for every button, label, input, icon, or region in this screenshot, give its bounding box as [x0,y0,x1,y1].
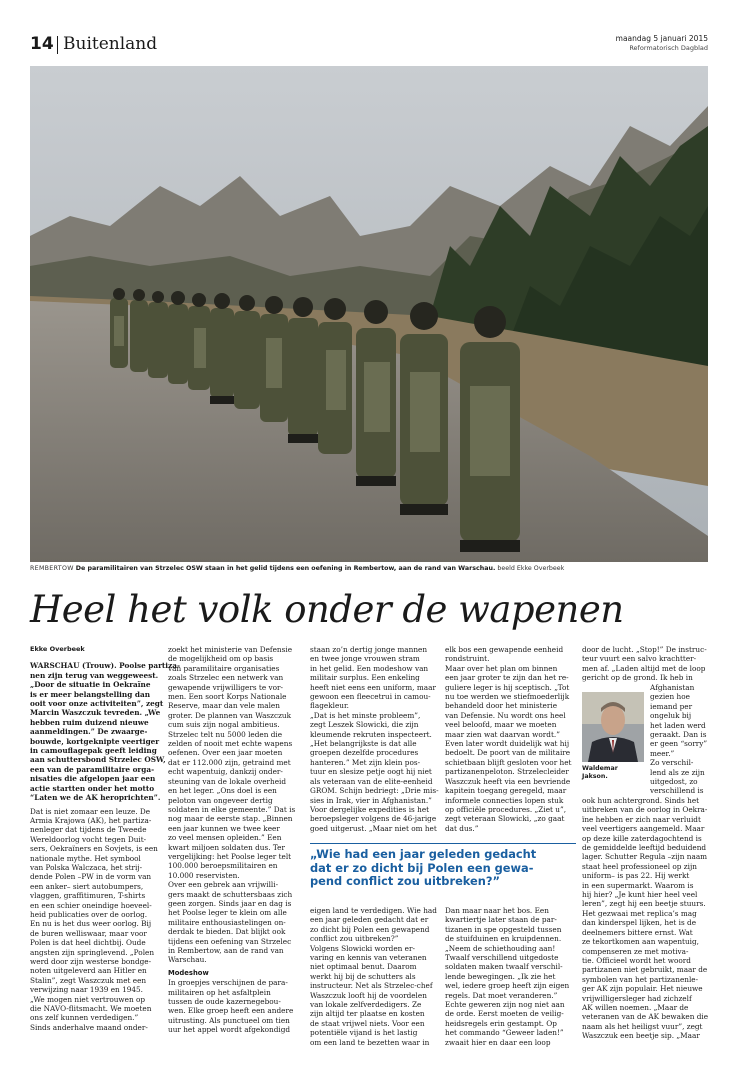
text-line: groter. De plannen van Waszczuk [168,710,292,720]
page-header [30,34,708,60]
text-line: soldaten in elke gemeente.” Dat is [168,804,296,814]
text-line: vergelijking: het Poolse leger telt [168,851,292,861]
text-line: dat er zo dicht bij Polen een gewa- [310,860,534,875]
text-line: Waszczuk heeft via een bevriende [445,776,571,786]
column-3-bottom [310,906,437,1047]
text-line: deelnemers bittere ernst. Wat [582,927,693,937]
text-line: vrijwilligersleger had zichzelf [582,993,692,1003]
text-line: door de lucht. „Stop!” De instruc- [582,645,707,654]
header-divider [57,36,58,54]
text-line: hanteren.” Met zijn klein pos- [310,757,421,767]
caption-text: De paramilitairen van Strzelec OSW staan in het gelid tijdens een oefening in Rembertow, aan de rand van Warschau. [75,565,496,572]
text-line: staan zo’n dertig jonge mannen [310,645,428,654]
text-line: uur het appel wordt afgekondigd [168,1025,291,1035]
text-line: dat dus.” [445,823,479,833]
newspaper-name: Reformatorisch Dagblad [629,44,708,52]
text-line: meer.” [650,748,675,758]
text-line: wen. Elke groep heeft een andere [168,1006,294,1016]
text-line: elk bos een gewapende eenheid [445,645,564,654]
column-2-body-continued [168,978,295,1034]
text-line: staat heel professioneel op zijn [582,861,697,871]
text-line: tijdens een oefening van Strzelec [168,936,292,946]
text-line: nog maar de eerste stap. „Binnen [168,814,293,824]
column-1 [30,645,180,1032]
author-name-first: Waldemar [582,765,618,772]
text-line: de gemiddelde leeftijd beduidend [582,843,707,853]
text-line: eigen land te verdedigen. Wie had [310,906,437,915]
text-line: het commando “Geweer laden!” [445,1028,564,1038]
text-line: conflict zou uitbreken?” [310,934,399,944]
article-intro [30,661,180,802]
text-line: uitgedost, zo [650,777,698,787]
text-line: sies in Irak, vier in Afghanistan.” [310,795,432,805]
column-5-side [650,683,707,796]
text-line: Waszczuk looft hij de voordelen [310,990,427,1000]
section-title: Buitenland [63,34,158,54]
page-number: 14 [30,34,54,54]
column-2 [168,645,295,1035]
text-line: heid publicaties over de oorlog. [30,909,148,919]
text-line: Voor dergelijke expedities is het [310,804,430,814]
column-5-side-body [650,683,707,796]
text-line: Afghanistan [650,683,695,692]
text-line: lend als ze zijn [650,767,705,777]
text-line: zoals Strzelec een netwerk van [168,673,284,683]
text-line: tussen de oude kazernegebou- [168,997,281,1007]
text-line: Reserve, maar dan vele malen [168,701,280,711]
text-line: ïne hebben er zich naar verluidt [582,814,701,824]
text-line: van lokale zelfverdedigers. Ze [310,1000,422,1010]
text-line: Maar over het plan om binnen [445,663,558,673]
text-line: Echte geweren zijn nog niet aan [445,1000,565,1010]
text-line: dat er 112.000 zijn, getraind met [168,757,291,767]
text-line: ze tekortkomen aan wapentuig, [582,937,699,947]
text-line: zo dicht bij Polen een gewapend [310,924,430,934]
text-line: 10.000 reservisten. [168,870,240,880]
text-line: bedoelt. De poort van de militaire [445,748,571,758]
text-line: en twee jonge vrouwen stram [310,654,420,664]
text-line: aan schuttersbond Strzelec OSW, [30,755,166,765]
author-box [582,692,644,781]
text-line: varing en kennis van veteranen [310,953,427,963]
text-line: militairen op het asfaltplein [168,987,271,997]
text-line: men. Een soort Korps Nationale [168,692,287,702]
text-line: werkt hij bij de schutters als [310,971,416,981]
text-line: Dan maar naar het bos. Een [445,906,549,915]
text-line: Warschau. [168,955,207,965]
text-line: tie. Officieel wordt het woord [582,955,691,965]
column-3-body-continued [310,906,437,1047]
text-line: tuur en slesize petje oogt hij niet [310,767,432,777]
text-line: ger AK zijn populair. Het nieuwe [582,984,703,994]
text-line: „Het belangrijkste is dat alle [310,739,417,749]
text-line: beroepsleger volgens de 46-jarige [310,814,437,824]
column-4-body-continued [445,906,569,1047]
text-line: rondstruint. [445,654,490,664]
text-line: kapitein toegang geregeld, maar [445,786,567,796]
text-line: wel, iedere groep heeft zijn eigen [445,981,570,991]
text-line: gezien hoe [650,692,690,702]
text-line: verschillend is [650,786,704,796]
text-line: tizanen in spe opgesteld tussen [445,924,562,934]
text-line: En nu is het dus weer oorlog. Bij [30,919,152,929]
text-line: partizanenpeloton. Strzelecleider [445,767,569,777]
article-headline: Heel het volk onder de wapenen [30,588,624,631]
text-line: echt wapentuig, dankzij onder- [168,767,283,777]
text-line: die NAVO-flitsmacht. We moeten [30,1004,152,1014]
text-line: de orde. Eerst moeten de veilig- [445,1009,564,1019]
text-line: vlaggen, graffitimuren, T-shirts [30,891,146,901]
text-line: zegt Leszek Slowicki, die zijn [310,720,419,730]
text-line: ons zelf kunnen verdedigen.” [30,1013,139,1023]
text-line: de staat vrijwel niets. Voor een [310,1018,425,1028]
text-line: Volgens Slowicki worden er- [310,943,415,953]
text-line: derdak te bieden. Dat blijkt ook [168,927,286,937]
text-line: op officiële procedures. „Ziet u”, [445,804,567,814]
column-4-body [445,645,571,833]
text-line: veteranen van de AK bewaken die [582,1012,709,1022]
text-line: uitrusting. Als punctueel om tien [168,1015,290,1025]
text-line: groepen dezelfde procedures [310,748,419,758]
text-line: lende bewegingen. „Ik zie het [445,971,556,981]
photo-caption [30,565,708,572]
text-line: het laden werd [650,720,706,730]
text-line: Het gezwaai met replica’s mag [582,908,697,918]
text-line: veel beloofd, maar we moeten [445,720,557,730]
text-line: het Poolse leger te klein om alle [168,908,287,918]
text-line: 100.000 beroepsmilitairen en [168,861,278,871]
text-line: heidsregels erin gestampt. Op [445,1018,557,1028]
text-line: „Door de situatie in Oekraïne [30,680,151,690]
subhead-modeshow: Modeshow [168,968,209,977]
text-line: Sinds anderhalve maand onder- [30,1022,148,1032]
text-line: WARSCHAU (Trouw). Poolse partiza- [30,661,180,671]
text-line: geen zorgen. Sinds jaar en dag is [168,898,292,908]
text-line: hij hier? „Je kunt hier heel veel [582,890,698,900]
text-line: “Laten we de AK heroprichten”. [30,793,161,803]
text-line: peloton van ongeveer dertig [168,795,273,805]
column-3-body [310,645,439,833]
text-line: een van de paramilitaire orga- [30,764,155,774]
text-line: Strzelec telt nu 5000 leden die [168,729,283,739]
column-5-top [582,645,707,683]
text-line: naam als het heiligst vuur”, zegt [582,1021,703,1031]
text-line: de stuifduinen en kruipdennen. [445,934,562,944]
photo-credit: beeld Ekke Overbeek [497,565,565,572]
text-line: zwaait hier en daar een loop [445,1037,551,1047]
text-line: de buren welliswaar, maar voor [30,928,147,938]
text-line: informele connecties lopen stuk [445,795,564,805]
text-line: men af. „Laden altijd met de loop [582,663,706,673]
text-line: zegt veteraan Slowicki, „zo gaat [445,814,565,824]
pull-quote [310,843,576,900]
text-line: „Dat is het minste probleem”, [310,710,421,720]
soldiers-photo-icon [30,66,708,562]
text-line: kleumende rekruten inspecteert. [310,729,432,739]
text-line: instructeur. Net als Strzelec-chef [310,981,433,991]
text-line: lager. Schutter Regula –zijn naam [582,852,708,862]
column-1-body [30,807,180,1033]
text-line: nen zijn terug van weggeweest. [30,670,159,680]
text-line: nationale mythe. Het symbool [30,853,141,863]
column-5-body [582,645,707,683]
text-line: dende Polen –PW in de vorm van [30,872,152,882]
text-line: teur vuurt een salvo krachtter- [582,654,697,664]
text-line: werd door zijn westerse bondge- [30,957,152,966]
text-line: hebben ruim duizend nieuwe [30,717,149,727]
text-line: en een schier oneindige hoeveel- [30,900,152,910]
text-line: bouwde, kortgeknipte veertiger [30,736,160,746]
text-line: militaire enthousiastelingen on- [168,917,286,927]
text-line: nenleger dat tijdens de Tweede [30,825,147,835]
text-line: een jaar groter te zijn dan het re- [445,673,569,683]
text-line: cum suis zijn nogal ambitieus. [168,720,280,730]
text-line: kwart miljoen soldaten dus. Ter [168,842,285,852]
text-line: zo veel mensen opleiden.” Een [168,833,282,843]
text-line: Zo verschil- [650,758,694,768]
text-line: maar zien wat daarvan wordt.” [445,729,560,739]
text-line: in een supermarkt. Waarom is [582,880,694,890]
text-line: leren”, zegt hij een beetje stuurs. [582,899,706,909]
text-line: militair surplus. Een enkeling [310,673,420,683]
text-line: gers maakt de schuttersbaas zich [168,889,293,899]
text-line: schietbaan blijft gesloten voor het [445,757,572,767]
text-line: veel veertigers aangemeld. Maar [582,824,705,834]
column-2-body [168,645,295,965]
text-line: er geen “sorry” [650,739,708,749]
text-line: op deze kille zaterdagochtend is [582,833,702,843]
text-line: In groepjes verschijnen de para- [168,978,288,988]
text-line: Armia Krajowa (AK), het partiza- [30,815,152,825]
text-line: gericht op de grond. Ik heb in [582,673,693,683]
text-line: Stalin”, zegt Waszczuk met een [30,975,147,985]
text-line: GROM. Schijn bedriegt: „Drie mis- [310,786,439,796]
text-line: potentiële vijand is het lastig [310,1028,418,1038]
text-line: heeft niet eens een uniform, maar [310,682,436,692]
text-line: oefenen. Over een jaar moeten [168,748,283,758]
text-line: in Rembertow, aan de rand van [168,946,284,955]
text-line: „Wie had een jaar geleden gedacht [310,847,537,861]
text-line: pend conflict zou uitbreken?” [310,874,500,888]
text-line: guliere leger is hij sceptisch. „Tot [445,682,570,692]
text-line: flagekleur. [310,701,349,711]
text-line: in het gelid. Een modeshow van [310,663,429,673]
text-line: regels. Dat moet veranderen.” [445,990,558,1000]
caption-location: REMBERTOW [30,565,74,572]
text-line: goed uitgerust. „Maar niet om het [310,823,437,833]
column-4-bottom [445,906,569,1047]
text-line: dan kinderspel lijken, het is de [582,918,697,928]
text-line: gewapende vrijwilligers te vor- [168,682,283,692]
text-line: compenseren ze met motiva- [582,946,689,956]
text-line: nisaties die afgelopen jaar een [30,774,156,784]
text-line: zijn altijd ter plaatse en kosten [310,1009,425,1019]
text-line: Over een gebrek aan vrijwilli- [168,880,279,890]
text-line: niet optimaal benut. Daarom [310,962,417,972]
pull-quote-text [310,848,576,889]
text-line: nu toe werden we stiefmoederlijk [445,692,570,702]
text-line: ooit voor onze activiteiten”, zegt [30,699,164,709]
text-line: AK willen noemen. „Maar de [582,1002,689,1012]
text-line: de mogelijkheid om op basis [168,654,274,664]
column-5-bottom [582,796,708,1041]
author-byline: Ekke Overbeek [30,645,85,653]
text-line: gewoon een fleecetrui in camou- [310,692,431,702]
text-line: ook hun achtergrond. Sinds het [582,796,700,805]
text-line: ongeluk bij [650,711,692,721]
text-line: zoekt het ministerie van Defensie [168,645,293,654]
text-line: angsten zijn springlevend. „Polen [30,947,155,957]
text-line: in camouflagepak geeft leiding [30,746,157,756]
column-3-top [310,645,439,833]
text-line: om een land te bezetten waar in [310,1037,430,1047]
text-line: Even later wordt duidelijk wat hij [445,739,570,749]
column-5-body-continued [582,796,708,1041]
text-line: Wereldoorlog vocht tegen Duit- [30,834,147,844]
text-line: uitbreken van de oorlog in Oekra- [582,805,708,815]
text-line: „Neem de schiethouding aan! [445,943,556,953]
text-line: behandeld door het ministerie [445,701,558,711]
text-line: iemand per [650,701,693,711]
text-line: als veteraan van de elite-eenheid [310,776,433,786]
text-line: verwijzing naar 1939 en 1945. [30,985,143,995]
author-name-last: Jakson. [582,773,608,780]
text-line: een jaar geleden gedacht dat er [310,915,429,925]
text-line: aanmeldingen.” De zwaarge- [30,727,148,737]
text-line: een jaar kunnen we twee keer [168,823,280,833]
text-line: kwartiertje later staan de par- [445,915,557,925]
column-4-top [445,645,571,833]
text-line: actie startten onder het motto [30,783,155,793]
text-line: steuning van de lokale overheid [168,776,287,786]
text-line: soldaten maken twaalf verschil- [445,962,563,972]
main-photo [30,66,708,562]
text-line: noten uitgeleverd aan Hitler en [30,966,147,976]
text-line: Waszczuk een beetje sip. „Maar [582,1031,700,1041]
text-line: van Polska Walczaca, het strij- [30,862,143,872]
text-line: van Defensie. Nu wordt ons heel [445,710,566,720]
text-line: geraakt. Dan is [650,730,707,740]
text-line: uniform– is pas 22. Hij werkt [582,871,690,881]
text-line: sers, Oekraïners en Sovjets, is een [30,844,158,854]
text-line: Marcin Waszczuk tevreden. „We [30,708,161,718]
text-line: en het leger. „Ons doel is een [168,786,277,796]
text-line: van paramilitaire organisaties [168,663,280,673]
text-line: Twaalf verschillend uitgedoste [445,953,559,963]
issue-date: maandag 5 januari 2015 [615,34,708,43]
author-portrait-icon [582,692,644,762]
text-line: Polen is dat heel dichtbij. Oude [30,938,146,948]
text-line: Dat is niet zomaar een leuze. De [30,806,151,816]
text-line: een anker– siert autobumpers, [30,881,144,891]
text-line: „We mogen niet vertrouwen op [30,994,146,1004]
text-line: is er meer belangstelling dan [30,689,151,699]
text-line: partizanen niet gebruikt, maar de [582,965,708,975]
text-line: symbolen van het partizanenle- [582,974,699,984]
text-line: zelden of nooit met echte wapens [168,739,293,749]
